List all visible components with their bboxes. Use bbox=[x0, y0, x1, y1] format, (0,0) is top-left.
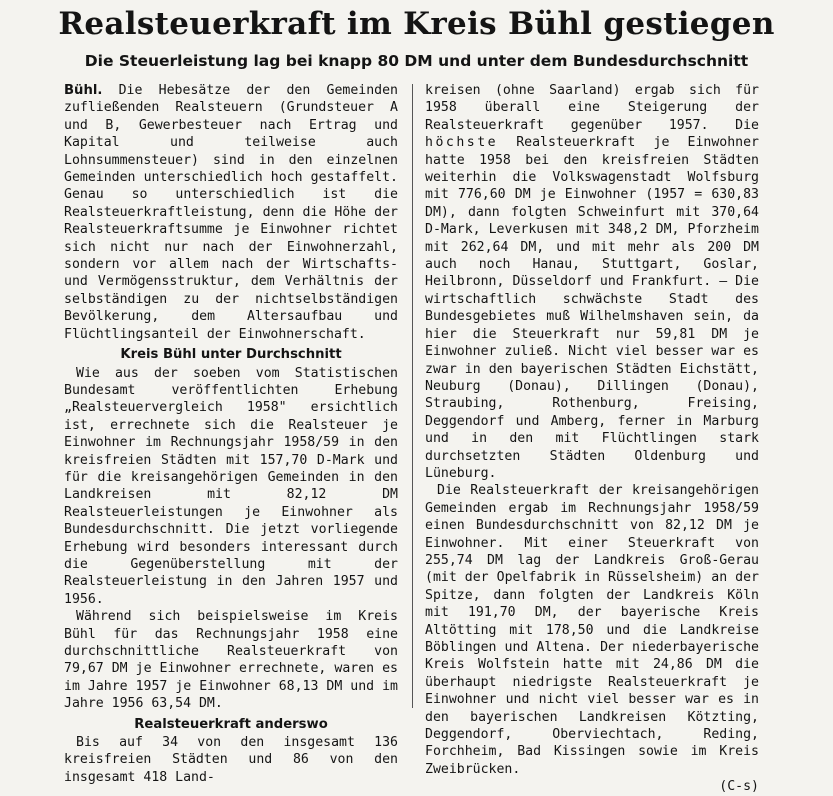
subheadline: Die Steuerleistung lag bei knapp 80 DM und unter dem Bundesdurchschnitt bbox=[84, 52, 749, 70]
paragraph-6: Die Realsteuerkraft der kreisangehörigen Gemeinden ergab im Rechnungsjahr 1958/59 einen Bundesdurchschnitt von 82,12 DM je Einwohner. Mit einer Steuerkraft von 255,74 DM lag der Landkreis Groß-Gerau (mit der Opelfabrik in Rüsselsheim) an der Spitze, dann folgten der Landkreis Köln mit 191,70 DM, der bayerische Kreis Altötting mit 178,50 und die Landkreise Böblingen und Altena. Der niederbayerische Kreis Wolfstein hatte mit 24,86 DM die überhaupt niedrigste Realsteuerkraft je Einwohner und nicht viel besser war es in den bayerischen Landkreisen Kötzting, Deggendorf, Oberviechtach, Reding, Forchheim, Bad Kissingen sowie im Kreis Zweibrücken. bbox=[425, 483, 759, 777]
next-article-cutoff bbox=[0, 712, 833, 728]
paragraph-3: Während sich beispielsweise im Kreis Bühl für das Rechnungsjahr 1958 eine durchschnittliche Realsteuerkraft von 79,67 DM je Einwohner errechnete, waren es im Jahre 1957 je Einwohner 68,13 DM und im Jahre 1956 63,54 DM. bbox=[64, 609, 398, 712]
paragraph-5 bbox=[425, 82, 759, 482]
author-credit: (C-s) bbox=[719, 779, 759, 795]
headline: Realsteuerkraft im Kreis Bühl gestiegen bbox=[58, 6, 775, 42]
section-heading-1: Kreis Bühl unter Durchschnitt bbox=[120, 347, 342, 363]
paragraph-intro bbox=[64, 82, 398, 343]
column-rule bbox=[412, 84, 413, 708]
section-heading-2: Realsteuerkraft anderswo bbox=[134, 716, 328, 732]
intro-text: Die Hebesätze der den Gemeinden zufließenden Realsteuern (Grundsteuer A und B, Gewerbesteuer nach Ertrag und Kapital und teilweise auch Lohnsummensteuer) sind in den einzelnen Gemeinden unterschiedlich hoch gestaffelt. Genau so unterschiedlich ist die Realsteuerkraftleistung, denn die Höhe der Realsteuerkraftsumme je Einwohner richtet sich nicht nur nach der Einwohnerzahl, sondern vor allem nach der Wirtschafts- und Vermögensstruktur, dem Verhältnis der selbständigen zu der nichtselbständigen Bevölkerung, dem Altersaufbau und Flüchtlingsanteil der Einwohnerschaft. bbox=[64, 83, 398, 342]
p5-text-b: Realsteuerkraft je Einwohner hatte 1958 bei den kreisfreien Städten weiterhin die Volkswagenstadt Wolfsburg mit 776,60 DM je Einwohner (1957 = 630,83 DM), dann folgten Schweinfurt mit 370,64 D-Mark, Leverkusen mit 348,2 DM, Pforzheim mit 262,64 DM, und mit mehr als 200 DM auch noch Hanau, Stuttgart, Goslar, Heilbronn, Düsseldorf und Frankfurt. — Die wirtschaftlich schwächste Stadt des Bundesgebietes muß Wilhelmshaven sein, da hier die Steuerkraft nur 59,81 DM je Einwohner zuließ. Nicht viel besser war es zwar in den bayerischen Städten Eichstätt, Neuburg (Donau), Dillingen (Donau), Straubing, Rothenburg, Freising, Deggendorf und Amberg, ferner in Marburg und in den mit Flüchtlingen stark durchsetzten Städten Oldenburg und Lüneburg. bbox=[425, 135, 759, 481]
p5-text-a: kreisen (ohne Saarland) ergab sich für 1958 überall eine Steigerung der Realsteuerkraft gegenüber 1957. Die bbox=[425, 83, 759, 133]
left-column bbox=[64, 82, 398, 786]
paragraph-4: Bis auf 34 von den insgesamt 136 kreisfreien Städten und 86 von den insgesamt 418 Land- bbox=[64, 735, 398, 785]
right-column bbox=[425, 82, 759, 796]
p5-spaced-word: höchste bbox=[425, 135, 499, 151]
paragraph-2: Wie aus der soeben vom Statistischen Bundesamt veröffentlichten Erhebung „Realsteuervergleich 1958" ersichtlich ist, errechnete sich die Realsteuer je Einwohner im Rechnungsjahr 1958/59 in den kreisfreien Städten mit 157,70 D-Mark und für die kreisangehörigen Gemeinden in den Landkreisen mit 82,12 DM Realsteuerleistungen je Einwohner als Bundesdurchschnitt. Die jetzt vorliegende Erhebung wird besonders interessant durch die Gegenüberstellung mit der Realsteuerleistung in den Jahren 1957 und 1956. bbox=[64, 365, 398, 607]
dateline: Bühl. bbox=[64, 83, 103, 98]
